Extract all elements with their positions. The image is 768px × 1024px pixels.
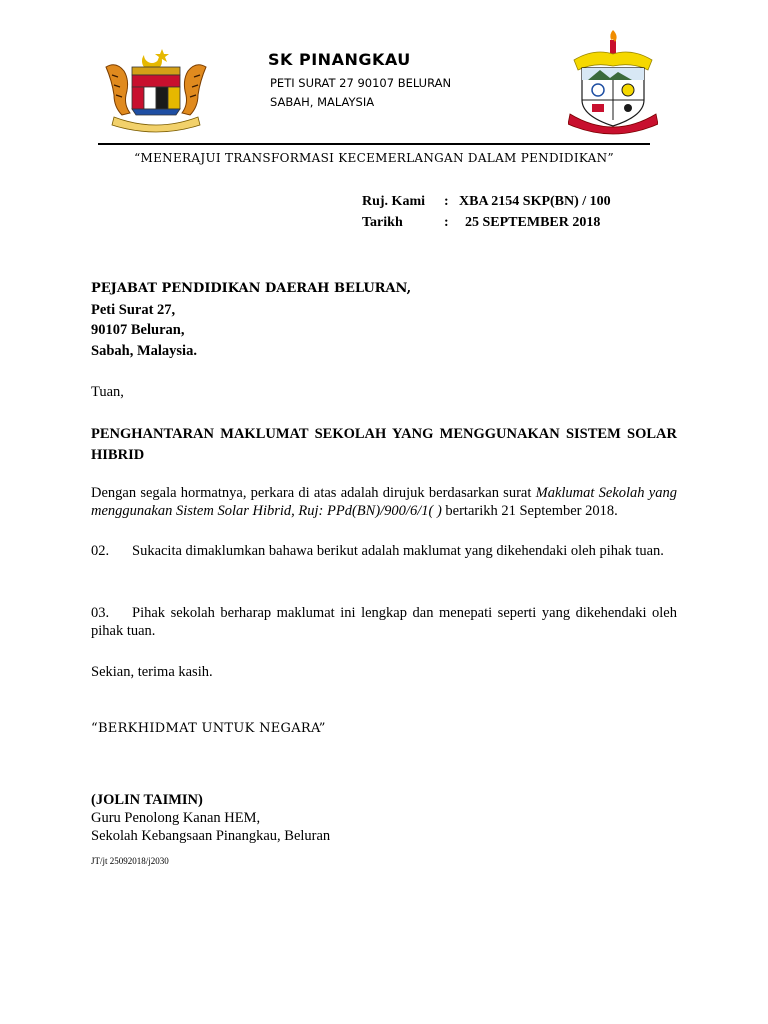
recipient-line-2: Peti Surat 27, — [91, 302, 176, 318]
date-label: Tarikh — [362, 215, 403, 230]
ref-value: XBA 2154 SKP(BN) / 100 — [459, 194, 611, 209]
address-line-2: SABAH, MALAYSIA — [270, 95, 375, 109]
paragraph-3-number: 03. — [91, 605, 110, 621]
school-crest-logo — [568, 30, 658, 135]
signatory-organization: Sekolah Kebangsaan Pinangkau, Beluran — [91, 828, 331, 844]
paragraph-1-start: Dengan segala hormatnya, perkara di atas adalah dirujuk berdasarkan surat — [91, 485, 536, 501]
paragraph-2-text: Sukacita dimaklumkan bahawa berikut adalah maklumat yang dikehendaki oleh pihak tuan. — [132, 543, 664, 559]
paragraph-2-number: 02. — [91, 543, 110, 559]
signatory-name: (JOLIN TAIMIN) — [91, 792, 203, 808]
recipient-line-1: PEJABAT PENDIDIKAN DAERAH BELURAN, — [91, 281, 412, 296]
salutation: Tuan, — [91, 384, 124, 400]
date-value: 25 SEPTEMBER 2018 — [465, 215, 601, 230]
recipient-line-3: 90107 Beluran, — [91, 322, 185, 338]
closing-line: Sekian, terima kasih. — [91, 664, 213, 680]
slogan: “BERKHIDMAT UNTUK NEGARA” — [91, 721, 326, 736]
paragraph-1 — [91, 484, 677, 520]
paragraph-1-reference: Maklumat Sekolah yang menggunakan Sistem Solar Hibrid, Ruj: PPd(BN)/900/6/1( ) — [91, 485, 677, 519]
paragraph-3-text: Pihak sekolah berharap maklumat ini lengkap dan menepati seperti yang dikehendaki oleh pihak tuan. — [91, 605, 677, 639]
ref-colon: : — [444, 194, 449, 209]
paragraph-1-end: bertarikh 21 September 2018. — [441, 503, 618, 519]
coat-of-arms-logo — [100, 45, 212, 133]
signatory-position: Guru Penolong Kanan HEM, — [91, 810, 261, 826]
paragraph-3 — [91, 604, 677, 640]
letter-subject: PENGHANTARAN MAKLUMAT SEKOLAH YANG MENGGUNAKAN SISTEM SOLAR HIBRID — [91, 426, 677, 463]
paragraph-2 — [91, 542, 677, 560]
recipient-line-4: Sabah, Malaysia. — [91, 343, 197, 359]
ref-label: Ruj. Kami — [362, 194, 425, 209]
school-motto: “MENERAJUI TRANSFORMASI KECEMERLANGAN DALAM PENDIDIKAN” — [134, 151, 614, 165]
reference-code: JT/jt 25092018/j2030 — [91, 856, 169, 866]
date-colon: : — [444, 215, 449, 230]
address-line-1: PETI SURAT 27 90107 BELURAN — [270, 76, 452, 90]
school-name: SK PINANGKAU — [268, 50, 411, 69]
header-divider — [98, 143, 650, 145]
